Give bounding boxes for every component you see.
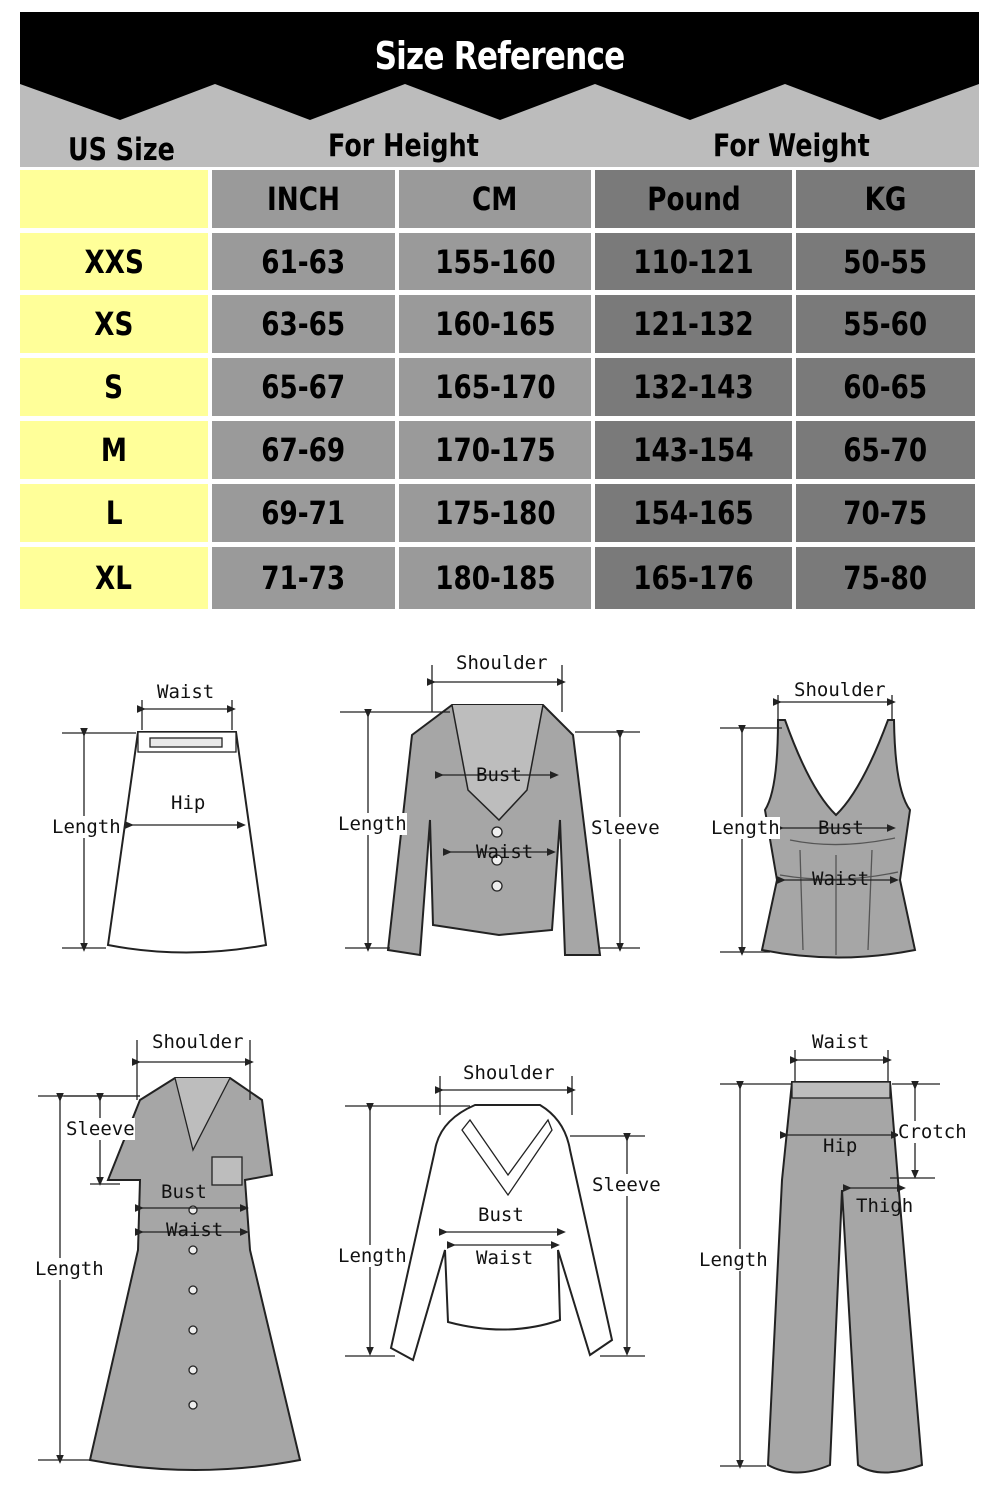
cm-cell: 160-165: [399, 295, 591, 353]
dress-shoulder-label: Shoulder: [152, 1031, 244, 1053]
measurement-illustrations: [0, 620, 999, 1500]
table-header-cell: INCH: [212, 170, 395, 228]
size-cell: L: [20, 484, 208, 542]
kg-cell: 55-60: [796, 295, 975, 353]
table-row: [20, 484, 979, 542]
sweater-shoulder-label: Shoulder: [463, 1062, 555, 1084]
tank-waist-label: Waist: [812, 868, 870, 890]
cm-cell: 170-175: [399, 421, 591, 479]
size-cell: M: [20, 421, 208, 479]
cm-cell: 155-160: [399, 233, 591, 290]
dress-length-label: Length: [35, 1258, 104, 1280]
inch-cell: 65-67: [212, 358, 395, 416]
inch-cell: 67-69: [212, 421, 395, 479]
table-row: [20, 421, 979, 479]
table-row: [20, 233, 979, 290]
tank-shoulder-label: Shoulder: [794, 679, 886, 701]
pants-crotch-label: Crotch: [898, 1121, 967, 1143]
pound-cell: 110-121: [595, 233, 792, 290]
sweater-waist-label: Waist: [476, 1247, 534, 1269]
table-row: [20, 547, 979, 609]
pound-cell: 165-176: [595, 547, 792, 609]
blazer-shoulder-label: Shoulder: [456, 652, 548, 674]
table-header-cell: Pound: [595, 170, 792, 228]
table-header-row: [20, 170, 979, 228]
pants-thigh-label: Thigh: [856, 1195, 914, 1217]
table-header-cell: KG: [796, 170, 975, 228]
size-cell: XL: [20, 547, 208, 609]
inch-cell: 69-71: [212, 484, 395, 542]
skirt-waist-label: Waist: [157, 681, 215, 703]
sweater-length-label: Length: [338, 1245, 407, 1267]
dress-illustration: [38, 1040, 300, 1470]
kg-cell: 75-80: [796, 547, 975, 609]
kg-cell: 70-75: [796, 484, 975, 542]
cm-cell: 165-170: [399, 358, 591, 416]
dress-bust-label: Bust: [161, 1181, 207, 1203]
pants-hip-label: Hip: [823, 1135, 858, 1157]
inch-cell: 61-63: [212, 233, 395, 290]
kg-cell: 65-70: [796, 421, 975, 479]
table-row: [20, 358, 979, 416]
dress-waist-label: Waist: [166, 1219, 224, 1241]
page-title: Size Reference: [374, 34, 625, 78]
blazer-sleeve-label: Sleeve: [591, 817, 660, 839]
skirt-hip-label: Hip: [171, 792, 206, 814]
size-cell: S: [20, 358, 208, 416]
table-header-cell: CM: [399, 170, 591, 228]
kg-cell: 60-65: [796, 358, 975, 416]
size-cell: XXS: [20, 233, 208, 290]
pound-cell: 121-132: [595, 295, 792, 353]
blazer-illustration: [340, 665, 640, 955]
dress-sleeve-label: Sleeve: [66, 1118, 135, 1140]
blazer-length-label: Length: [338, 813, 407, 835]
blazer-waist-label: Waist: [476, 841, 534, 863]
table-header-cell: [20, 170, 208, 228]
skirt-length-label: Length: [52, 816, 121, 838]
for-height-label: For Height: [328, 128, 479, 164]
inch-cell: 71-73: [212, 547, 395, 609]
size-chart-header: [20, 12, 979, 167]
cm-cell: 180-185: [399, 547, 591, 609]
pound-cell: 154-165: [595, 484, 792, 542]
us-size-label: US Size: [68, 132, 175, 168]
table-row: [20, 295, 979, 353]
tank-length-label: Length: [711, 817, 780, 839]
sweater-bust-label: Bust: [478, 1204, 524, 1226]
blazer-bust-label: Bust: [476, 764, 522, 786]
pants-waist-label: Waist: [812, 1031, 870, 1053]
pound-cell: 143-154: [595, 421, 792, 479]
size-table: [20, 170, 979, 614]
size-cell: XS: [20, 295, 208, 353]
pound-cell: 132-143: [595, 358, 792, 416]
pants-length-label: Length: [699, 1249, 768, 1271]
cm-cell: 175-180: [399, 484, 591, 542]
tank-bust-label: Bust: [818, 817, 864, 839]
sweater-sleeve-label: Sleeve: [592, 1174, 661, 1196]
kg-cell: 50-55: [796, 233, 975, 290]
for-weight-label: For Weight: [713, 128, 870, 164]
inch-cell: 63-65: [212, 295, 395, 353]
